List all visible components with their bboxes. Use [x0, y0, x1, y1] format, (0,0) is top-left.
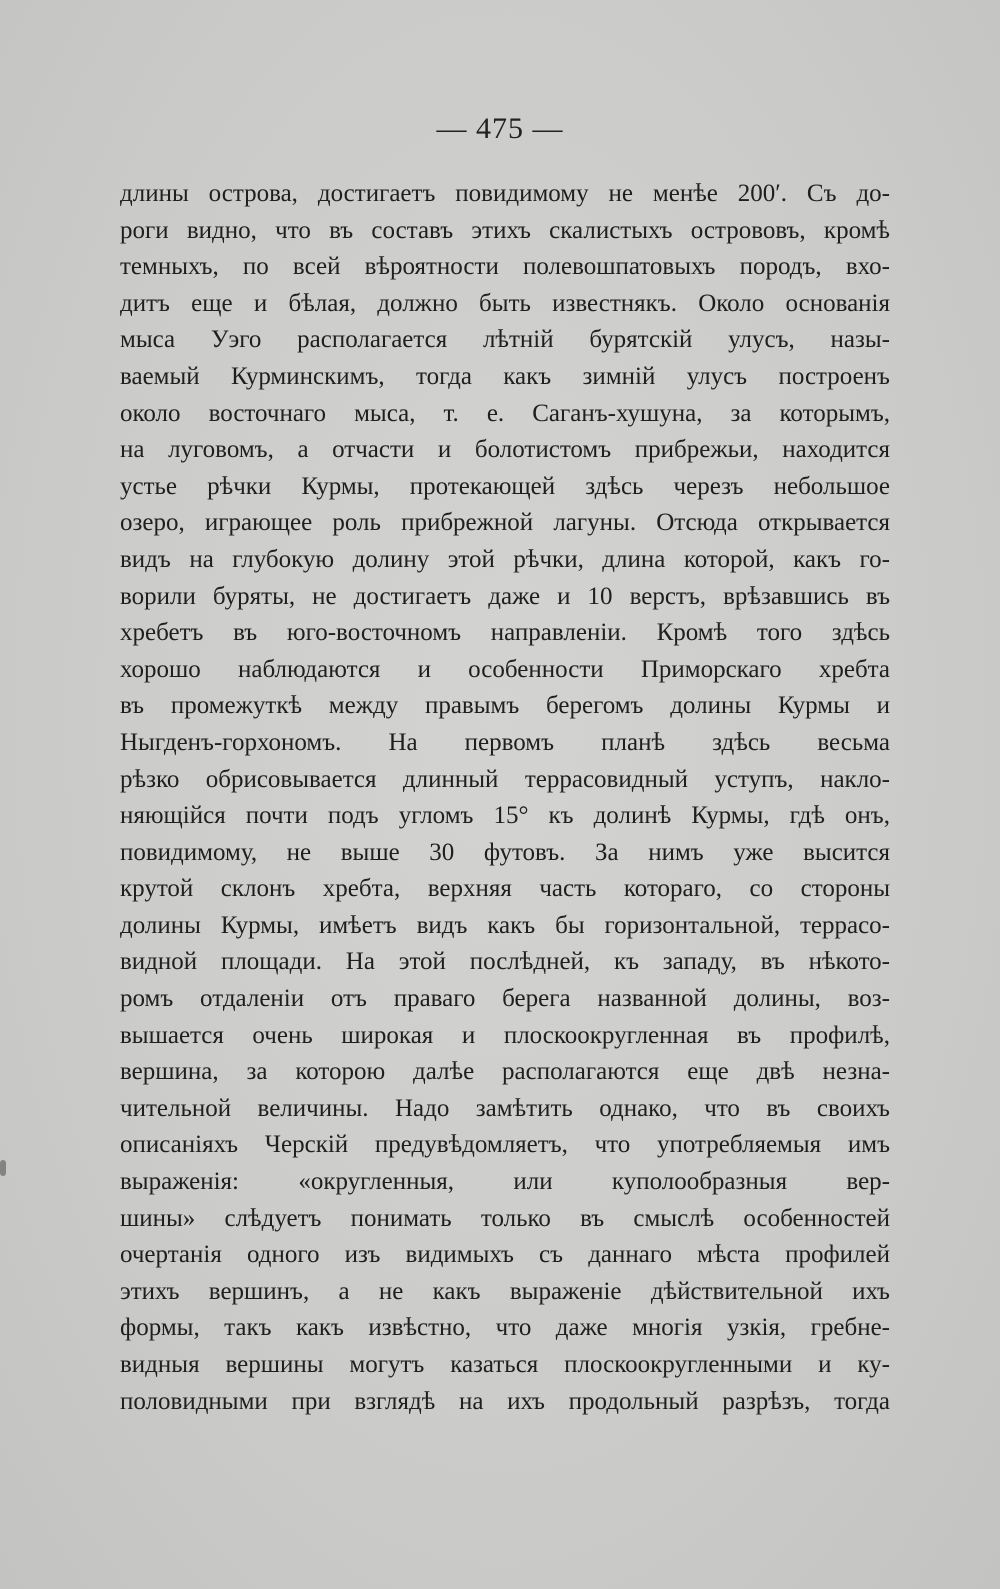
text-line: хребетъ въ юго-восточномъ направленіи. Кромѣ того здѣсь: [120, 619, 890, 647]
text-line: въ промежуткѣ между правымъ берегомъ долины Курмы и: [120, 692, 890, 720]
text-line: на луговомъ, а отчасти и болотистомъ прибрежьи, находится: [120, 436, 890, 464]
text-line: выраженія: «округленныя, или куполообразныя вер-: [120, 1168, 890, 1196]
text-line: устье рѣчки Курмы, протекающей здѣсь черезъ небольшое: [120, 472, 890, 500]
page-edge-mark: [0, 1160, 6, 1176]
text-line: половидными при взглядѣ на ихъ продольный разрѣзъ, тогда: [120, 1387, 890, 1415]
text-line: видной площади. На этой послѣдней, къ западу, въ нѣкото-: [120, 948, 890, 976]
text-line: описаніяхъ Черскій предувѣдомляетъ, что употребляемыя имъ: [120, 1131, 890, 1159]
text-line: ваемый Курминскимъ, тогда какъ зимній улусъ построенъ: [120, 362, 890, 390]
text-line: видъ на глубокую долину этой рѣчки, длина которой, какъ го-: [120, 545, 890, 573]
text-line: рѣзко обрисовывается длинный террасовидный уступъ, накло-: [120, 765, 890, 793]
text-line: долины Курмы, имѣетъ видъ какъ бы горизонтальной, террасо-: [120, 911, 890, 939]
body-text: [120, 176, 890, 1420]
text-line: хорошо наблюдаются и особенности Приморскаго хребта: [120, 655, 890, 683]
text-line: ромъ отдаленіи отъ праваго берега названной долины, воз-: [120, 985, 890, 1013]
text-line: ворили буряты, не достигаетъ даже и 10 верстъ, врѣзавшись въ: [120, 582, 890, 610]
text-line: очертанія одного изъ видимыхъ съ даннаго мѣста профилей: [120, 1241, 890, 1269]
page-number: — 475 —: [436, 112, 564, 145]
text-line: роги видно, что въ составъ этихъ скалистыхъ острововъ, кромѣ: [120, 216, 890, 244]
text-line: няющійся почти подъ угломъ 15° къ долинѣ Курмы, гдѣ онъ,: [120, 802, 890, 830]
text-line: чительной величины. Надо замѣтить однако, что въ своихъ: [120, 1094, 890, 1122]
text-line: дитъ еще и бѣлая, должно быть известнякъ. Около основанія: [120, 289, 890, 317]
text-line: крутой склонъ хребта, верхняя часть котораго, со стороны: [120, 875, 890, 903]
text-line: вышается очень широкая и плоскоокругленная въ профилѣ,: [120, 1021, 890, 1049]
text-line: Ныгденъ-горхономъ. На первомъ планѣ здѣсь весьма: [120, 728, 890, 756]
text-line: около восточнаго мыса, т. е. Саганъ-хушуна, за которымъ,: [120, 399, 890, 427]
text-line: длины острова, достигаетъ повидимому не менѣе 200′. Съ до-: [120, 180, 890, 207]
text-line: вершина, за которою далѣе располагаются еще двѣ незна-: [120, 1058, 890, 1086]
text-line: формы, такъ какъ извѣстно, что даже многія узкія, гребне-: [120, 1314, 890, 1342]
text-line: темныхъ, по всей вѣроятности полевошпатовыхъ породъ, вхо-: [120, 253, 890, 281]
text-line: шины» слѣдуетъ понимать только въ смыслѣ особенностей: [120, 1204, 890, 1232]
text-line: этихъ вершинъ, а не какъ выраженіе дѣйствительной ихъ: [120, 1277, 890, 1305]
text-line: мыса Уэго располагается лѣтній бурятскій улусъ, назы-: [120, 326, 890, 354]
text-line: видныя вершины могутъ казаться плоскоокругленными и ку-: [120, 1351, 890, 1378]
text-line: озеро, играющее роль прибрежной лагуны. Отсюда открывается: [120, 509, 890, 537]
text-line: повидимому, не выше 30 футовъ. За нимъ уже высится: [120, 838, 890, 866]
